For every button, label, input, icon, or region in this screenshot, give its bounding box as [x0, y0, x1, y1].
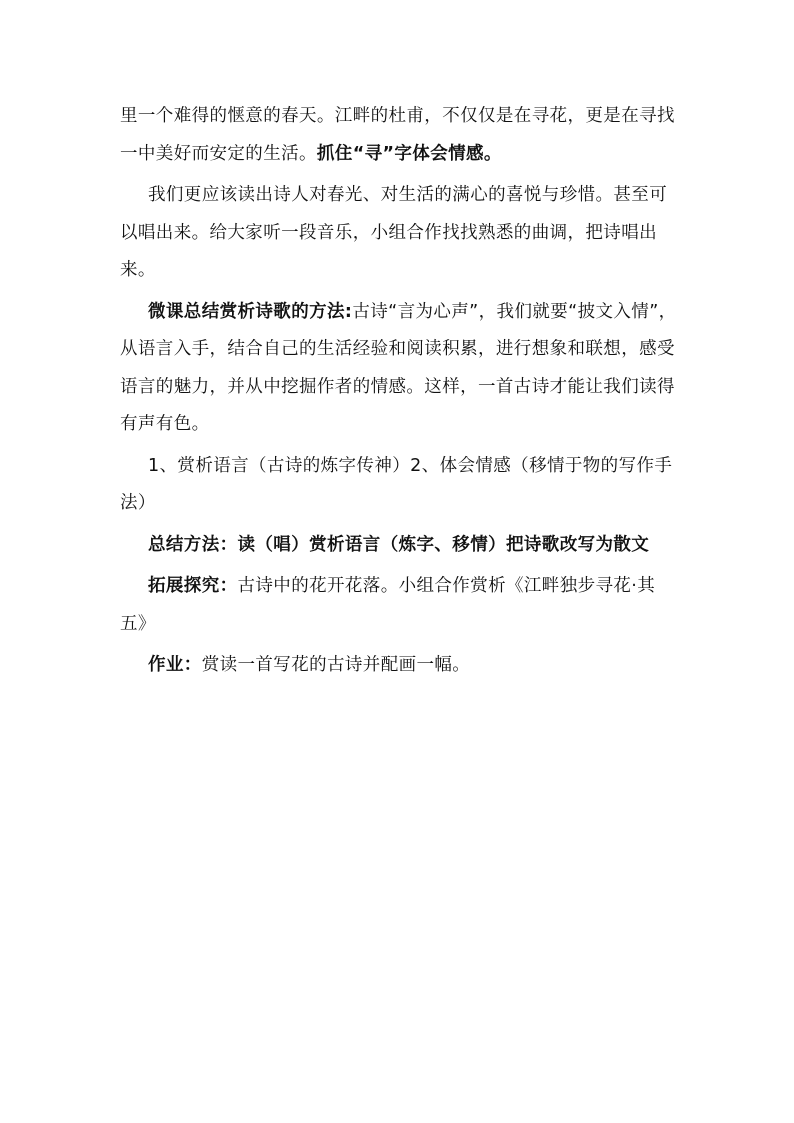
paragraph-summary-method: [120, 527, 680, 565]
paragraph-singing: [120, 177, 680, 290]
paragraph-text: 1、赏析语言（古诗的炼字传神）2、体会情感（移情于物的写作手法）: [120, 455, 673, 513]
paragraph-text: 里一个难得的惬意的春天。江畔的杜甫，不仅仅是在寻花，更是在寻找一中美好而安定的生活。: [120, 106, 675, 164]
paragraph-homework: [120, 647, 680, 685]
paragraph-continuation: [120, 98, 680, 173]
paragraph-heading: 微课总结赏析诗歌的方法:: [148, 301, 353, 322]
paragraph-steps: [120, 448, 680, 523]
paragraph-extension: [120, 568, 680, 643]
paragraph-text: 古诗中的花开花落。小组合作赏析《江畔独步寻花·其五》: [120, 576, 656, 634]
paragraph-heading: 作业：: [148, 655, 202, 675]
emphasis-text: 抓住“寻”字体会情感。: [316, 143, 502, 164]
paragraph-method-summary: [120, 294, 680, 444]
document-page: [120, 98, 680, 685]
paragraph-text: 赏读一首写花的古诗并配画一幅。: [201, 655, 471, 675]
paragraph-text: 我们更应该读出诗人对春光、对生活的满心的喜悦与珍惜。甚至可以唱出来。给大家听一段音乐，小组合作找找熟悉的曲调，把诗唱出来。: [120, 185, 668, 280]
paragraph-heading: 总结方法：读（唱）赏析语言（炼字、移情）把诗歌改写为散文: [148, 534, 650, 555]
paragraph-heading: 拓展探究：: [148, 576, 238, 596]
paragraph-text: 古诗“言为心声”，我们就要“披文入情”，从语言入手，结合自己的生活经验和阅读积累，进行想象和联想，感受语言的魅力，并从中挖掘作者的情感。这样，一首古诗才能让我们读得有声有色。: [120, 301, 677, 434]
